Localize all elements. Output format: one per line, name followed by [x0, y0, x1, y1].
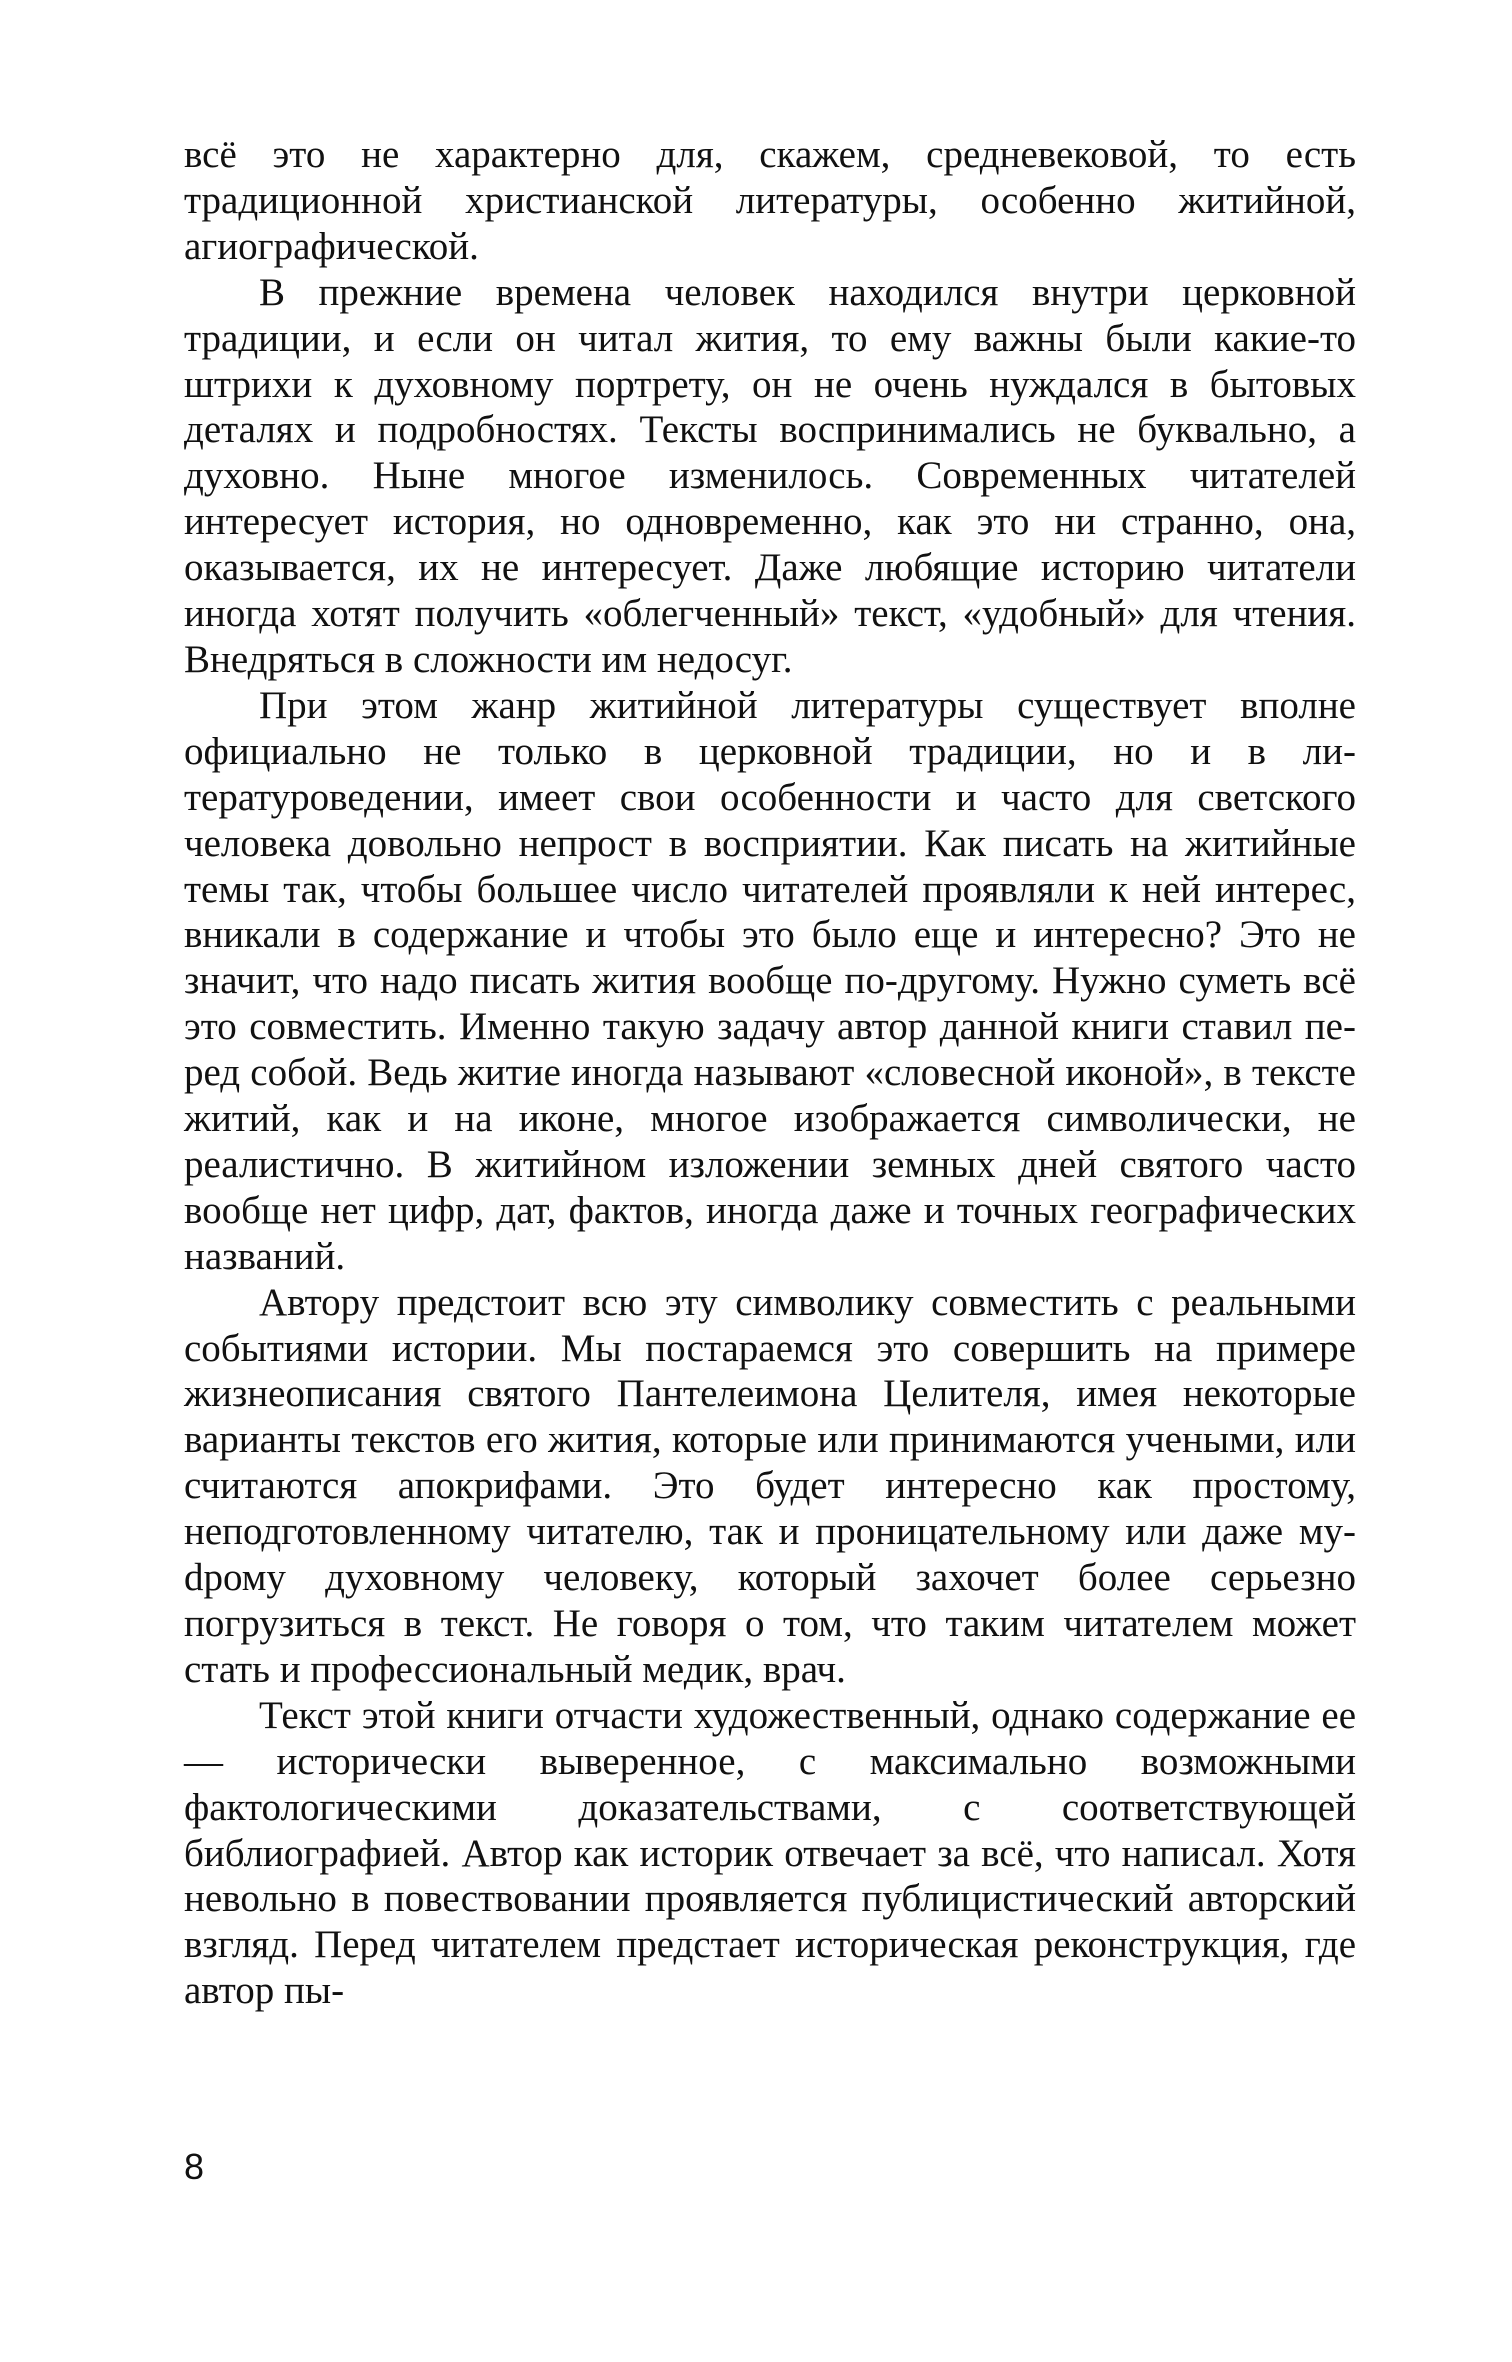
paragraph-5: Текст этой книги отчасти художественный, однако содержание ее — исторически выверенное, с максимально возможными фактологическими доказательствами, с соответствующей библиографией. Автор как историк отвечает за всё, что написал. Хотя невольно в повествовании проявляется публицистический авторский взгляд. Перед читателем предстает историческая реконструкция, где автор пы- — [184, 1693, 1356, 2013]
paragraph-2: В прежние времена человек находился внутри церковной традиции, и если он читал жития, то ему важны были какие-то штрихи к духовному портрету, он не очень нуждался в бытовых деталях и подробностях. Тексты воспринимались не буквально, а духовно. Ныне многое изменилось. Современных читателей интересует история, но одновременно, как это ни странно, она, оказывается, их не интересует. Даже любящие историю читатели иногда хотят получить «облегченный» текст, «удобный» для чтения. Внедряться в сложности им недосуг. — [184, 270, 1356, 681]
paragraph-1: всё это не характерно для, скажем, средневековой, то есть традиционной христианской литературы, особенно житийной, агиографической. — [184, 133, 1356, 268]
paragraph-4: Автору предстоит всю эту символику совместить с реальными событиями истории. Мы постараемся это совершить на примере жизнеописания святого Пантелеимона Целителя, имея некоторые варианты текстов его жития, которые или принимаются учеными, или считаются апокрифами. Это будет интересно как простому, неподготовленному читателю, так и проницательному или даже муdрому духовному человеку, который захочет более серьезно погрузиться в текст. Не говоря о том, что таким читателем может стать и профессиональный медик, врач. — [184, 1280, 1356, 1691]
page-body — [184, 132, 1356, 2014]
paragraph-3: При этом жанр житийной литературы существует вполне официально не только в церковной традиции, но и в литературоведении, имеет свои особенности и часто для светского человека довольно непрост в восприятии. Как писать на житийные темы так, чтобы большее число читателей проявляли к ней интерес, вникали в содержание и чтобы это было еще и интересно? Это не значит, что надо писать жития вообще по-другому. Нужно суметь всё это совместить. Именно такую задачу автор данной книги ставил перед собой. Ведь житие иногда называют «словесной иконой», в тексте житий, как и на иконе, многое изображается символически, не реалистично. В житийном изложении земных дней святого часто вообще нет цифр, дат, фактов, иногда даже и точных географических названий. — [184, 683, 1356, 1278]
page-number: 8 — [184, 2146, 205, 2187]
